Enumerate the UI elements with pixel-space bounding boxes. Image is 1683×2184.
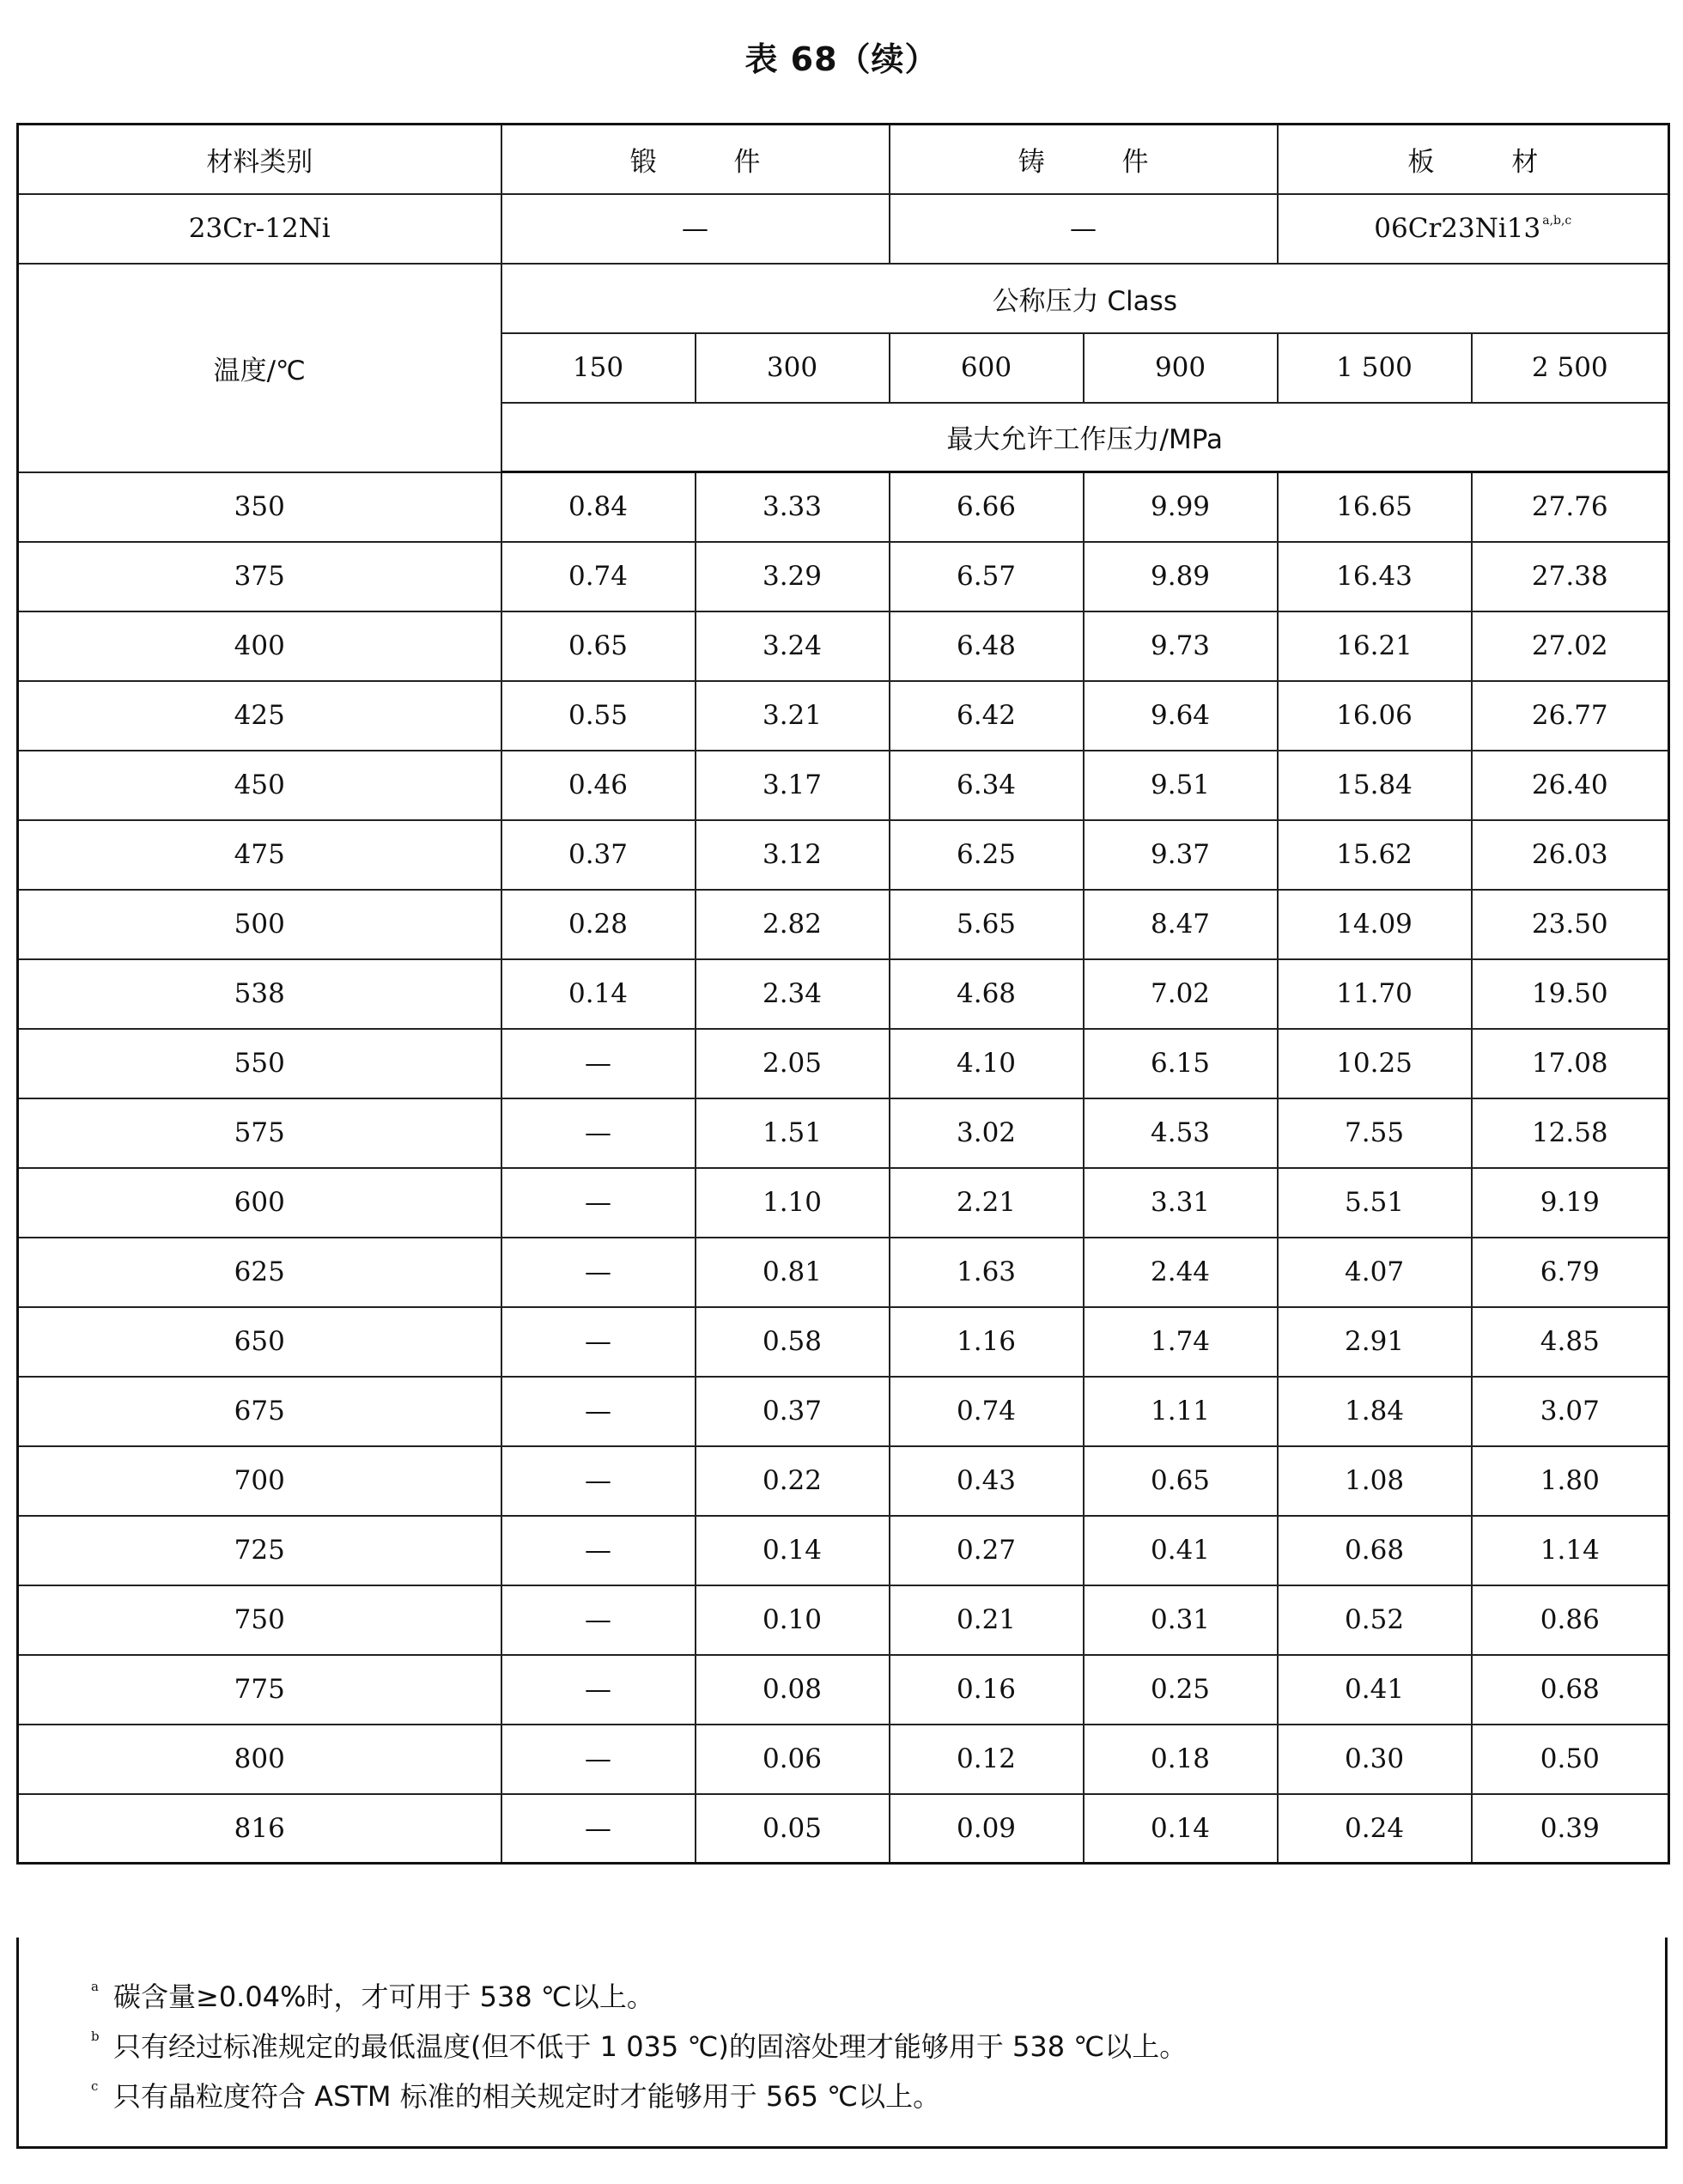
pressure-value-cell: 1.63 (890, 1238, 1084, 1307)
pressure-value-cell: 0.27 (890, 1516, 1084, 1585)
pressure-value-cell: 0.68 (1472, 1655, 1669, 1725)
max-allowable-pressure-label: 最大允许工作压力/MPa (501, 403, 1669, 472)
temperature-label: 温度/℃ (18, 264, 501, 472)
material-category-label: 材料类别 (18, 125, 501, 194)
pressure-value-cell: 2.05 (696, 1029, 890, 1098)
pressure-value-cell: 19.50 (1472, 959, 1669, 1029)
pressure-value-cell: 5.51 (1278, 1168, 1472, 1238)
pressure-value-cell: 3.17 (696, 751, 890, 820)
pressure-value-cell: 16.21 (1278, 611, 1472, 681)
temperature-cell: 775 (18, 1655, 501, 1725)
pressure-value-cell: 9.89 (1084, 542, 1278, 611)
pressure-value-cell: 0.06 (696, 1725, 890, 1794)
pressure-value-cell: 9.73 (1084, 611, 1278, 681)
table-row (18, 959, 1669, 1029)
pressure-value-cell: 0.37 (501, 820, 696, 890)
temperature-cell: 550 (18, 1029, 501, 1098)
pressure-value-cell: 0.28 (501, 890, 696, 959)
pressure-value-cell: 6.48 (890, 611, 1084, 681)
pressure-value-cell: 3.07 (1472, 1377, 1669, 1446)
footnote-c (91, 2071, 1665, 2121)
pressure-value-cell: 27.38 (1472, 542, 1669, 611)
temperature-cell: 350 (18, 472, 501, 542)
pressure-value-cell: 0.16 (890, 1655, 1084, 1725)
table-row (18, 1098, 1669, 1168)
pressure-value-cell: 0.05 (696, 1794, 890, 1864)
temperature-cell: 650 (18, 1307, 501, 1377)
pressure-value-cell: — (501, 1307, 696, 1377)
pressure-value-cell: 8.47 (1084, 890, 1278, 959)
table-row (18, 1794, 1669, 1864)
material-grade-value: 23Cr-12Ni (18, 194, 501, 264)
pressure-value-cell: 0.41 (1084, 1516, 1278, 1585)
pressure-value-cell: 16.65 (1278, 472, 1472, 542)
pressure-value-cell: 9.51 (1084, 751, 1278, 820)
pressure-value-cell: 1.08 (1278, 1446, 1472, 1516)
header-row-material-grade (18, 194, 1669, 264)
pressure-value-cell: 16.06 (1278, 681, 1472, 751)
pressure-value-cell: 12.58 (1472, 1098, 1669, 1168)
pressure-value-cell: 0.09 (890, 1794, 1084, 1864)
pressure-value-cell: 3.33 (696, 472, 890, 542)
table-row (18, 472, 1669, 542)
pressure-value-cell: 1.51 (696, 1098, 890, 1168)
pressure-value-cell: 6.34 (890, 751, 1084, 820)
pressure-value-cell: 0.25 (1084, 1655, 1278, 1725)
castings-grade-value: — (890, 194, 1278, 264)
plates-header: 板 材 (1278, 125, 1669, 194)
pressure-value-cell: — (501, 1168, 696, 1238)
temperature-cell: 725 (18, 1516, 501, 1585)
pressure-value-cell: 0.10 (696, 1585, 890, 1655)
pressure-value-cell: 1.10 (696, 1168, 890, 1238)
class-300: 300 (696, 333, 890, 403)
footnote-b (91, 2022, 1665, 2071)
pressure-value-cell: — (501, 1446, 696, 1516)
temperature-cell: 538 (18, 959, 501, 1029)
plates-footnote-marks: a,b,c (1542, 214, 1572, 228)
table-title: 表 68（续） (744, 40, 939, 78)
pressure-value-cell: 3.02 (890, 1098, 1084, 1168)
pressure-value-cell: — (501, 1794, 696, 1864)
class-600: 600 (890, 333, 1084, 403)
pressure-value-cell: 0.43 (890, 1446, 1084, 1516)
pressure-value-cell: 0.86 (1472, 1585, 1669, 1655)
table-row (18, 611, 1669, 681)
pressure-value-cell: 0.14 (501, 959, 696, 1029)
footnote-mark: b (91, 2029, 100, 2044)
pressure-value-cell: 0.84 (501, 472, 696, 542)
pressure-value-cell: 3.31 (1084, 1168, 1278, 1238)
pressure-value-cell: 26.77 (1472, 681, 1669, 751)
pressure-value-cell: 0.22 (696, 1446, 890, 1516)
pressure-value-cell: 26.40 (1472, 751, 1669, 820)
pressure-value-cell: 0.30 (1278, 1725, 1472, 1794)
pressure-value-cell: 0.12 (890, 1725, 1084, 1794)
pressure-value-cell: 0.21 (890, 1585, 1084, 1655)
pressure-value-cell: 7.55 (1278, 1098, 1472, 1168)
footnote-text: 只有晶粒度符合 ASTM 标准的相关规定时才能够用于 565 ℃以上。 (113, 2080, 941, 2113)
table-row (18, 1168, 1669, 1238)
temperature-cell: 375 (18, 542, 501, 611)
table-row (18, 1029, 1669, 1098)
class-150: 150 (501, 333, 696, 403)
pressure-value-cell: 9.37 (1084, 820, 1278, 890)
class-2500: 2 500 (1472, 333, 1669, 403)
pressure-value-cell: 2.21 (890, 1168, 1084, 1238)
pressure-value-cell: — (501, 1725, 696, 1794)
pressure-value-cell: 1.14 (1472, 1516, 1669, 1585)
pressure-value-cell: 0.74 (890, 1377, 1084, 1446)
table-row (18, 542, 1669, 611)
pressure-value-cell: 0.46 (501, 751, 696, 820)
class-900: 900 (1084, 333, 1278, 403)
temperature-cell: 700 (18, 1446, 501, 1516)
temperature-cell: 500 (18, 890, 501, 959)
pressure-value-cell: 6.66 (890, 472, 1084, 542)
table-row (18, 1446, 1669, 1516)
pressure-value-cell: 1.11 (1084, 1377, 1278, 1446)
pressure-value-cell: 9.64 (1084, 681, 1278, 751)
pressure-value-cell: 0.39 (1472, 1794, 1669, 1864)
temperature-cell: 425 (18, 681, 501, 751)
pressure-value-cell: 7.02 (1084, 959, 1278, 1029)
pressure-value-cell: 2.82 (696, 890, 890, 959)
pressure-value-cell: 2.91 (1278, 1307, 1472, 1377)
class-1500: 1 500 (1278, 333, 1472, 403)
pressure-value-cell: 6.42 (890, 681, 1084, 751)
plates-grade-text: 06Cr23Ni13 (1374, 213, 1541, 244)
castings-header: 铸 件 (890, 125, 1278, 194)
pressure-value-cell: 0.68 (1278, 1516, 1472, 1585)
pressure-value-cell: — (501, 1377, 696, 1446)
pressure-temperature-table (16, 123, 1670, 1865)
pressure-value-cell: 0.08 (696, 1655, 890, 1725)
footnote-text: 碳含量≥0.04%时，才可用于 538 ℃以上。 (113, 1980, 654, 2013)
pressure-value-cell: 27.76 (1472, 472, 1669, 542)
pressure-value-cell: 4.68 (890, 959, 1084, 1029)
pressure-value-cell: 0.58 (696, 1307, 890, 1377)
pressure-value-cell: 0.31 (1084, 1585, 1278, 1655)
pressure-value-cell: 1.16 (890, 1307, 1084, 1377)
pressure-value-cell: — (501, 1238, 696, 1307)
temperature-cell: 575 (18, 1098, 501, 1168)
pressure-value-cell: 3.21 (696, 681, 890, 751)
table-row (18, 890, 1669, 959)
table-row (18, 751, 1669, 820)
nominal-pressure-class-label: 公称压力 Class (501, 264, 1669, 333)
pressure-value-cell: 5.65 (890, 890, 1084, 959)
table-row (18, 1655, 1669, 1725)
header-row-class (18, 264, 1669, 333)
plates-grade-value (1278, 194, 1669, 264)
pressure-value-cell: 6.57 (890, 542, 1084, 611)
pressure-value-cell: 0.65 (501, 611, 696, 681)
pressure-value-cell: 4.53 (1084, 1098, 1278, 1168)
pressure-value-cell: 0.14 (696, 1516, 890, 1585)
pressure-value-cell: 3.12 (696, 820, 890, 890)
table-row (18, 1238, 1669, 1307)
table-row (18, 820, 1669, 890)
temperature-cell: 475 (18, 820, 501, 890)
pressure-value-cell: 0.50 (1472, 1725, 1669, 1794)
temperature-cell: 816 (18, 1794, 501, 1864)
table-row (18, 681, 1669, 751)
pressure-value-cell: 0.37 (696, 1377, 890, 1446)
temperature-cell: 625 (18, 1238, 501, 1307)
pressure-value-cell: 11.70 (1278, 959, 1472, 1029)
pressure-value-cell: 3.29 (696, 542, 890, 611)
pressure-value-cell: 4.07 (1278, 1238, 1472, 1307)
pressure-value-cell: 1.84 (1278, 1377, 1472, 1446)
pressure-value-cell: 1.80 (1472, 1446, 1669, 1516)
pressure-value-cell: 2.34 (696, 959, 890, 1029)
pressure-value-cell: 0.24 (1278, 1794, 1472, 1864)
footnote-text: 只有经过标准规定的最低温度(但不低于 1 035 ℃)的固溶处理才能够用于 538 ℃以上。 (113, 2030, 1188, 2063)
temperature-cell: 675 (18, 1377, 501, 1446)
pressure-value-cell: 0.55 (501, 681, 696, 751)
header-row-material-category (18, 125, 1669, 194)
pressure-value-cell: 0.81 (696, 1238, 890, 1307)
pressure-value-cell: 16.43 (1278, 542, 1472, 611)
pressure-value-cell: 4.10 (890, 1029, 1084, 1098)
table-row (18, 1377, 1669, 1446)
pressure-value-cell: 0.74 (501, 542, 696, 611)
pressure-value-cell: 6.79 (1472, 1238, 1669, 1307)
footnotes (16, 1938, 1668, 2149)
temperature-cell: 800 (18, 1725, 501, 1794)
pressure-value-cell: 6.15 (1084, 1029, 1278, 1098)
table-row (18, 1516, 1669, 1585)
footnote-mark: a (91, 1979, 99, 1994)
pressure-value-cell: 3.24 (696, 611, 890, 681)
pressure-value-cell: 2.44 (1084, 1238, 1278, 1307)
footnote-a (91, 1972, 1665, 2022)
temperature-cell: 600 (18, 1168, 501, 1238)
pressure-value-cell: 0.65 (1084, 1446, 1278, 1516)
temperature-cell: 450 (18, 751, 501, 820)
pressure-value-cell: 4.85 (1472, 1307, 1669, 1377)
pressure-value-cell: 10.25 (1278, 1029, 1472, 1098)
pressure-value-cell: 15.62 (1278, 820, 1472, 890)
pressure-value-cell: 0.52 (1278, 1585, 1472, 1655)
pressure-value-cell: 9.99 (1084, 472, 1278, 542)
pressure-value-cell: 0.14 (1084, 1794, 1278, 1864)
pressure-value-cell: 1.74 (1084, 1307, 1278, 1377)
pressure-value-cell: 9.19 (1472, 1168, 1669, 1238)
table-row (18, 1307, 1669, 1377)
pressure-value-cell: — (501, 1029, 696, 1098)
pressure-value-cell: — (501, 1655, 696, 1725)
pressure-value-cell: — (501, 1098, 696, 1168)
footnote-mark: c (91, 2078, 99, 2094)
pressure-value-cell: 14.09 (1278, 890, 1472, 959)
forgings-header: 锻 件 (501, 125, 890, 194)
temperature-cell: 400 (18, 611, 501, 681)
pressure-value-cell: 0.41 (1278, 1655, 1472, 1725)
forgings-grade-value: — (501, 194, 890, 264)
pressure-value-cell: — (501, 1516, 696, 1585)
temperature-cell: 750 (18, 1585, 501, 1655)
table-row (18, 1725, 1669, 1794)
table-row (18, 1585, 1669, 1655)
pressure-value-cell: 6.25 (890, 820, 1084, 890)
pressure-value-cell: 0.18 (1084, 1725, 1278, 1794)
pressure-value-cell: 27.02 (1472, 611, 1669, 681)
pressure-value-cell: 23.50 (1472, 890, 1669, 959)
pressure-value-cell: 15.84 (1278, 751, 1472, 820)
pressure-value-cell: 26.03 (1472, 820, 1669, 890)
pressure-value-cell: 17.08 (1472, 1029, 1669, 1098)
pressure-value-cell: — (501, 1585, 696, 1655)
